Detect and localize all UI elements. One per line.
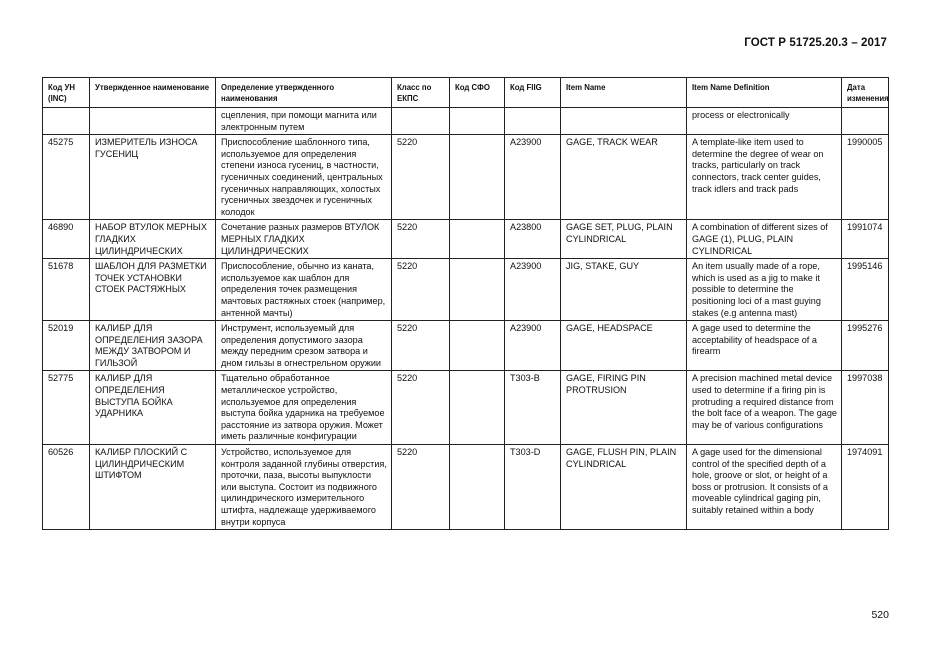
- cell-fiig: A23900: [505, 135, 561, 220]
- col-header-fiig: Код FIIG: [505, 78, 561, 108]
- cell-item-definition: A template-like item used to determine the degree of wear on tracks, particularly on track connectors, track center guides, track idlers and track pads: [687, 135, 842, 220]
- cell-fiig: A23800: [505, 220, 561, 259]
- cell-class: 5220: [392, 259, 450, 321]
- document-standard-header: ГОСТ Р 51725.20.3 – 2017: [744, 37, 887, 49]
- cell-approved-name: ИЗМЕРИТЕЛЬ ИЗНОСА ГУСЕНИЦ: [90, 135, 216, 220]
- cell-fiig: T303-B: [505, 371, 561, 445]
- cell-inc: [43, 108, 90, 135]
- cell-fiig: [505, 108, 561, 135]
- cell-inc: 52019: [43, 321, 90, 371]
- cell-definition: Сочетание разных размеров ВТУЛОК МЕРНЫХ ГЛАДКИХ ЦИЛИНДРИЧЕСКИХ: [216, 220, 392, 259]
- cell-item-definition: A gage used to determine the acceptability of headspace of a firearm: [687, 321, 842, 371]
- cell-item-definition: An item usually made of a rope, which is used as a jig to make it possible to determine the positioning loci of a mast guying stakes (e.g antenna mast): [687, 259, 842, 321]
- cell-fiig: T303-D: [505, 445, 561, 530]
- cell-item-definition: process or electronically: [687, 108, 842, 135]
- cell-item-definition: A precision machined metal device used to determine if a firing pin is protruding a required distance from the bolt face of a weapon. The gage may be of various configurations: [687, 371, 842, 445]
- table-row: [43, 108, 889, 135]
- cell-definition: Приспособление, обычно из каната, используемое как шаблон для определения точек размещения мачтовых растяжных стоек (например, антенной мачты): [216, 259, 392, 321]
- cell-sfo: [450, 135, 505, 220]
- cell-class: 5220: [392, 220, 450, 259]
- inc-definitions-table: [42, 77, 889, 530]
- cell-inc: 51678: [43, 259, 90, 321]
- cell-sfo: [450, 371, 505, 445]
- table-row: [43, 220, 889, 259]
- col-header-inc: Код УН (INC): [43, 78, 90, 108]
- cell-change-date: 1991074: [842, 220, 889, 259]
- table-row: [43, 135, 889, 220]
- cell-approved-name: КАЛИБР ДЛЯ ОПРЕДЕЛЕНИЯ ВЫСТУПА БОЙКА УДАРНИКА: [90, 371, 216, 445]
- cell-approved-name: КАЛИБР ДЛЯ ОПРЕДЕЛЕНИЯ ЗАЗОРА МЕЖДУ ЗАТВОРОМ И ГИЛЬЗОЙ: [90, 321, 216, 371]
- col-header-item-definition: Item Name Definition: [687, 78, 842, 108]
- cell-inc: 60526: [43, 445, 90, 530]
- cell-change-date: 1997038: [842, 371, 889, 445]
- cell-item-name: GAGE SET, PLUG, PLAIN CYLINDRICAL: [561, 220, 687, 259]
- cell-class: 5220: [392, 445, 450, 530]
- cell-sfo: [450, 259, 505, 321]
- col-header-approved-name: Утвержденное наименование: [90, 78, 216, 108]
- cell-class: 5220: [392, 371, 450, 445]
- col-header-item-name: Item Name: [561, 78, 687, 108]
- cell-change-date: 1995146: [842, 259, 889, 321]
- page-number: 520: [871, 609, 889, 621]
- col-header-sfo: Код СФО: [450, 78, 505, 108]
- table-row: [43, 259, 889, 321]
- cell-item-definition: A gage used for the dimensional control of the specified depth of a hole, groove or slot, or height of a boss or protrusion. It consists of a moveable cylindrical gaging pin, suitably retained within a body: [687, 445, 842, 530]
- cell-sfo: [450, 445, 505, 530]
- cell-item-name: GAGE, FIRING PIN PROTRUSION: [561, 371, 687, 445]
- cell-class: 5220: [392, 135, 450, 220]
- cell-sfo: [450, 220, 505, 259]
- cell-item-name: GAGE, FLUSH PIN, PLAIN CYLINDRICAL: [561, 445, 687, 530]
- cell-item-name: GAGE, HEADSPACE: [561, 321, 687, 371]
- cell-inc: 52775: [43, 371, 90, 445]
- cell-item-name: [561, 108, 687, 135]
- cell-class: [392, 108, 450, 135]
- cell-class: 5220: [392, 321, 450, 371]
- cell-inc: 46890: [43, 220, 90, 259]
- cell-item-name: JIG, STAKE, GUY: [561, 259, 687, 321]
- table-row: [43, 445, 889, 530]
- cell-definition: Устройство, используемое для контроля заданной глубины отверстия, проточки, паза, высоты выпуклости или выступа. Состоит из подвижного цилиндрического измерительного штифта, надлежаще удерживаемого внутри корпуса: [216, 445, 392, 530]
- cell-approved-name: [90, 108, 216, 135]
- cell-definition: Тщательно обработанное металлическое устройство, используемое для определения выступа бойка ударника на требуемое расстояние из затвора оружия. Может иметь различные конфигурации: [216, 371, 392, 445]
- cell-approved-name: КАЛИБР ПЛОСКИЙ С ЦИЛИНДРИЧЕСКИМ ШТИФТОМ: [90, 445, 216, 530]
- col-header-change-date: Дата изменения: [842, 78, 889, 108]
- cell-definition: Инструмент, используемый для определения допустимого зазора между передним срезом затвора и дном гильзы в огнестрельном оружии: [216, 321, 392, 371]
- cell-change-date: [842, 108, 889, 135]
- cell-change-date: 1995276: [842, 321, 889, 371]
- col-header-class: Класс по ЕКПС: [392, 78, 450, 108]
- cell-item-name: GAGE, TRACK WEAR: [561, 135, 687, 220]
- cell-item-definition: A combination of different sizes of GAGE (1), PLUG, PLAIN CYLINDRICAL: [687, 220, 842, 259]
- col-header-definition: Определение утвержденного наименования: [216, 78, 392, 108]
- cell-fiig: A23900: [505, 321, 561, 371]
- cell-approved-name: ШАБЛОН ДЛЯ РАЗМЕТКИ ТОЧЕК УСТАНОВКИ СТОЕК РАСТЯЖНЫХ: [90, 259, 216, 321]
- cell-definition: Приспособление шаблонного типа, используемое для определения степени износа гусениц, в частности, гусеничных соединений, центральных гусеничных направляющих, холостых гусеничных звездочек и гусеничных колодок: [216, 135, 392, 220]
- table-header-row: [43, 78, 889, 108]
- cell-change-date: 1974091: [842, 445, 889, 530]
- cell-inc: 45275: [43, 135, 90, 220]
- table-row: [43, 321, 889, 371]
- table-row: [43, 371, 889, 445]
- cell-sfo: [450, 108, 505, 135]
- cell-fiig: A23900: [505, 259, 561, 321]
- cell-sfo: [450, 321, 505, 371]
- cell-approved-name: НАБОР ВТУЛОК МЕРНЫХ ГЛАДКИХ ЦИЛИНДРИЧЕСКИХ: [90, 220, 216, 259]
- cell-definition: сцепления, при помощи магнита или электронным путем: [216, 108, 392, 135]
- cell-change-date: 1990005: [842, 135, 889, 220]
